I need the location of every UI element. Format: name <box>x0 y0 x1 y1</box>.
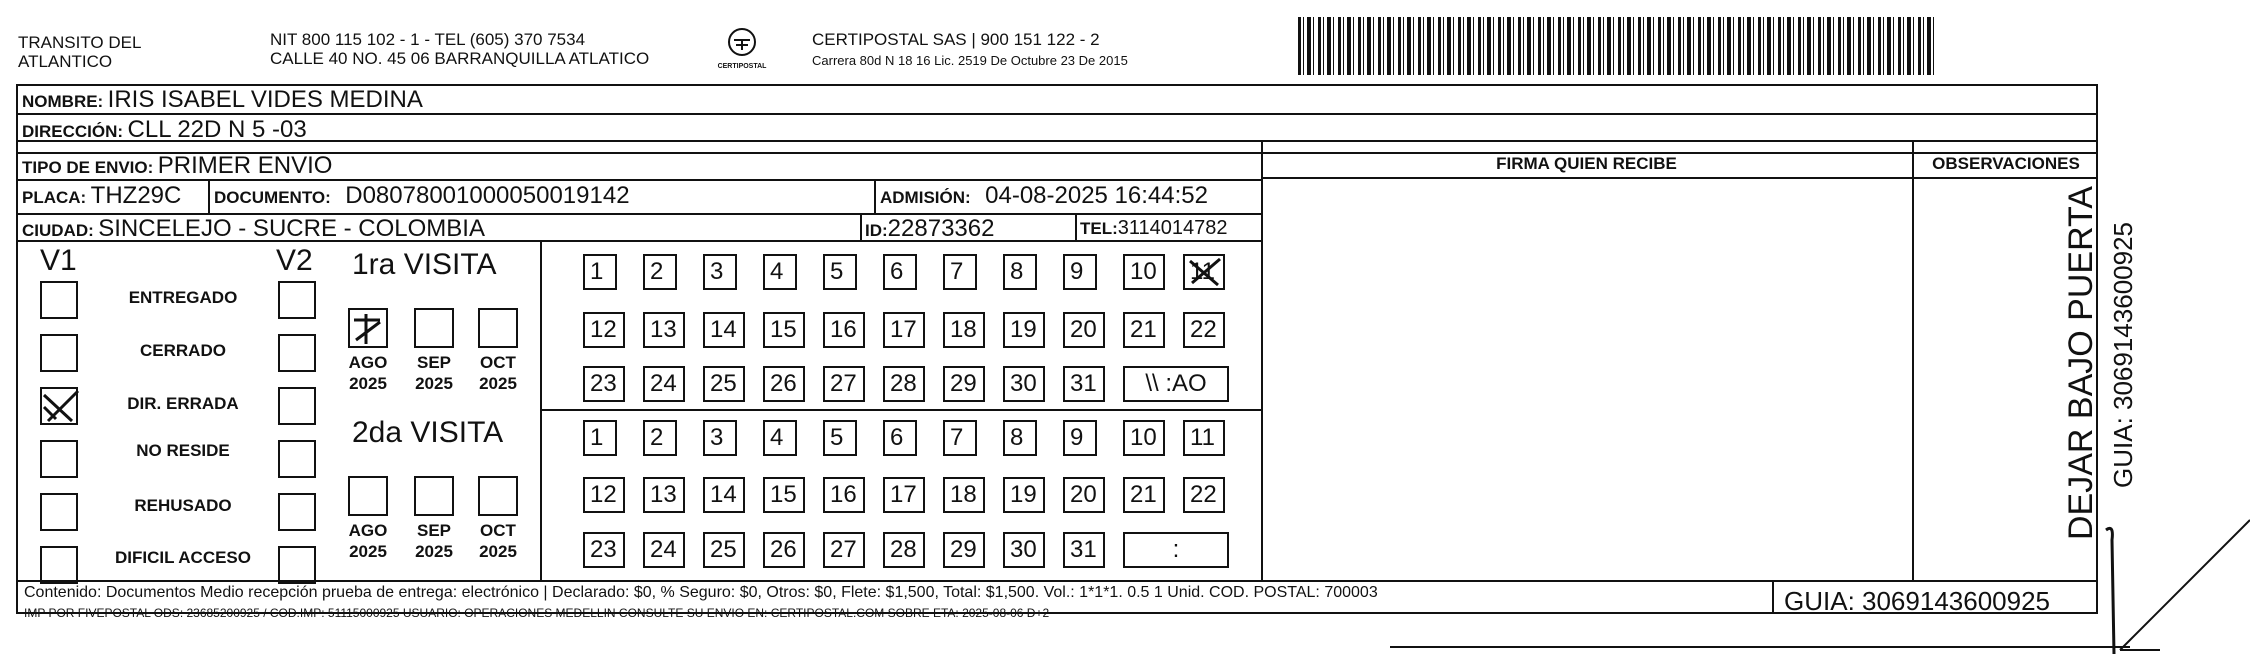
imp-line: IMP POR FIVEPOSTAL ODS: 23685200925 / COD.IMP: 51115000925 USUARIO: OPERACIONES MEDELLIN CONSULTE SU ENVIO EN: CERTIPOSTAL.COM SOBRE ETA: 2025-08-06 D+2 <box>24 606 1050 620</box>
option-dificil-acceso: DIFICIL ACCESO <box>114 548 251 567</box>
second-visit-label: 2da VISITA <box>352 416 504 449</box>
first-visit-day-31[interactable]: 31 <box>1063 366 1105 402</box>
first-visit-label: 1ra VISITA <box>352 248 497 281</box>
first-visit-month-ago: AGO 2025 <box>348 353 388 393</box>
first-visit-day-6[interactable]: 6 <box>883 254 917 290</box>
second-visit-day-8[interactable]: 8 <box>1003 420 1037 456</box>
option-no-reside: NO RESIDE <box>136 441 230 460</box>
second-visit-day-27[interactable]: 27 <box>823 532 865 568</box>
barcode <box>1298 17 1938 75</box>
recipient-name: IRIS ISABEL VIDES MEDINA <box>107 86 423 113</box>
first-visit-day-8[interactable]: 8 <box>1003 254 1037 290</box>
first-visit-day-3[interactable]: 3 <box>703 254 737 290</box>
first-visit-day-18[interactable]: 18 <box>943 312 985 348</box>
first-visit-oct-box[interactable] <box>478 308 518 348</box>
v1-cerrado-checkbox[interactable] <box>40 334 78 372</box>
first-visit-sep-box[interactable] <box>414 308 454 348</box>
v2-label: V2 <box>276 244 313 277</box>
second-visit-sep-box[interactable] <box>414 476 454 516</box>
first-visit-ago-box[interactable] <box>348 308 388 348</box>
option-entregado: ENTREGADO <box>128 288 238 307</box>
address-row: DIRECCIÓN: CLL 22D N 5 -03 <box>22 116 307 143</box>
second-visit-day-9[interactable]: 9 <box>1063 420 1097 456</box>
v2-rehusado-checkbox[interactable] <box>278 493 316 531</box>
first-visit-day-29[interactable]: 29 <box>943 366 985 402</box>
certipostal-logo: CERTIPOSTAL <box>712 26 772 70</box>
v2-entregado-checkbox[interactable] <box>278 281 316 319</box>
first-visit-day-30[interactable]: 30 <box>1003 366 1045 402</box>
recipient-address: CLL 22D N 5 -03 <box>127 116 307 143</box>
first-visit-month-sep: SEP 2025 <box>415 353 453 393</box>
option-rehusado: REHUSADO <box>134 496 232 515</box>
second-visit-day-24[interactable]: 24 <box>643 532 685 568</box>
second-visit-day-11[interactable]: 11 <box>1183 420 1225 456</box>
first-visit-day-15[interactable]: 15 <box>763 312 805 348</box>
second-visit-day-16[interactable]: 16 <box>823 477 865 513</box>
first-visit-day-28[interactable]: 28 <box>883 366 925 402</box>
first-visit-day-11[interactable]: 11 <box>1183 254 1225 290</box>
admission-field: ADMISIÓN: 04-08-2025 16:44:52 <box>880 182 1208 209</box>
document-field: DOCUMENTO: D08078001000050019142 <box>214 182 630 209</box>
second-visit-day-5[interactable]: 5 <box>823 420 857 456</box>
v1-no-reside-checkbox[interactable] <box>40 440 78 478</box>
second-visit-time-box[interactable]: : <box>1123 532 1229 568</box>
observations-header: OBSERVACIONES <box>1932 154 2080 173</box>
second-visit-day-12[interactable]: 12 <box>583 477 625 513</box>
second-visit-month-sep: SEP 2025 <box>415 521 453 561</box>
org-name: TRANSITO DEL ATLANTICO <box>18 33 142 71</box>
first-visit-day-16[interactable]: 16 <box>823 312 865 348</box>
second-visit-day-1[interactable]: 1 <box>583 420 617 456</box>
second-visit-day-10[interactable]: 10 <box>1123 420 1165 456</box>
shipment-type: PRIMER ENVIO <box>157 152 333 179</box>
first-visit-day-9[interactable]: 9 <box>1063 254 1097 290</box>
second-visit-oct-box[interactable] <box>478 476 518 516</box>
tel-field: TEL:3114014782 <box>1080 217 1228 239</box>
first-visit-day-4[interactable]: 4 <box>763 254 797 290</box>
first-visit-time-box[interactable]: \\ :AO <box>1123 366 1229 402</box>
v2-no-reside-checkbox[interactable] <box>278 440 316 478</box>
check-mark-icon <box>350 310 386 346</box>
v2-dir-errada-checkbox[interactable] <box>278 387 316 425</box>
first-visit-day-10[interactable]: 10 <box>1123 254 1165 290</box>
v1-rehusado-checkbox[interactable] <box>40 493 78 531</box>
v2-cerrado-checkbox[interactable] <box>278 334 316 372</box>
check-mark-icon <box>42 389 80 427</box>
second-visit-month-ago: AGO 2025 <box>348 521 388 561</box>
second-visit-day-7[interactable]: 7 <box>943 420 977 456</box>
second-visit-day-29[interactable]: 29 <box>943 532 985 568</box>
first-visit-day-2[interactable]: 2 <box>643 254 677 290</box>
second-visit-day-25[interactable]: 25 <box>703 532 745 568</box>
type-row: TIPO DE ENVIO: PRIMER ENVIO <box>22 152 333 179</box>
second-visit-day-6[interactable]: 6 <box>883 420 917 456</box>
second-visit-ago-box[interactable] <box>348 476 388 516</box>
first-visit-day-1[interactable]: 1 <box>583 254 617 290</box>
company-name: CERTIPOSTAL SAS | 900 151 122 - 2 <box>812 30 1100 49</box>
second-visit-day-23[interactable]: 23 <box>583 532 625 568</box>
first-visit-day-25[interactable]: 25 <box>703 366 745 402</box>
first-visit-day-7[interactable]: 7 <box>943 254 977 290</box>
side-guia: GUIA: 3069143600925 <box>2108 222 2138 488</box>
first-visit-month-oct: OCT 2025 <box>479 353 517 393</box>
first-visit-day-20[interactable]: 20 <box>1063 312 1105 348</box>
first-visit-day-19[interactable]: 19 <box>1003 312 1045 348</box>
second-visit-day-30[interactable]: 30 <box>1003 532 1045 568</box>
v1-dir-errada-checkbox[interactable] <box>40 387 78 425</box>
first-visit-day-21[interactable]: 21 <box>1123 312 1165 348</box>
second-visit-day-15[interactable]: 15 <box>763 477 805 513</box>
second-visit-day-31[interactable]: 31 <box>1063 532 1105 568</box>
first-visit-day-13[interactable]: 13 <box>643 312 685 348</box>
first-visit-day-27[interactable]: 27 <box>823 366 865 402</box>
day-11-strike-icon <box>1184 255 1226 291</box>
second-visit-day-21[interactable]: 21 <box>1123 477 1165 513</box>
first-visit-day-26[interactable]: 26 <box>763 366 805 402</box>
id-field: ID:22873362 <box>865 215 995 242</box>
first-visit-day-17[interactable]: 17 <box>883 312 925 348</box>
v1-entregado-checkbox[interactable] <box>40 281 78 319</box>
folded-corner <box>2100 500 2250 654</box>
second-visit-month-oct: OCT 2025 <box>479 521 517 561</box>
signature-header: FIRMA QUIEN RECIBE <box>1496 154 1677 173</box>
second-visit-day-13[interactable]: 13 <box>643 477 685 513</box>
org-contact: NIT 800 115 102 - 1 - TEL (605) 370 7534 CALLE 40 NO. 45 06 BARRANQUILLA ATLATICO <box>270 30 650 68</box>
contents-line: Contenido: Documentos Medio recepción prueba de entrega: electrónico | Declarado: $0, % Seguro: $0, Otros: $0, Flete: $1,500, Total: $1,500. Vol.: 1*1*1. 0.5 1 Unid. COD. POSTAL: 700003 <box>24 584 1378 601</box>
logo-icon <box>726 26 758 58</box>
second-visit-day-22[interactable]: 22 <box>1183 477 1225 513</box>
second-visit-day-3[interactable]: 3 <box>703 420 737 456</box>
city-field: CIUDAD: SINCELEJO - SUCRE - COLOMBIA <box>22 215 485 242</box>
first-visit-day-22[interactable]: 22 <box>1183 312 1225 348</box>
second-visit-day-20[interactable]: 20 <box>1063 477 1105 513</box>
first-visit-day-14[interactable]: 14 <box>703 312 745 348</box>
company-address: Carrera 80d N 18 16 Lic. 2519 De Octubre 23 De 2015 <box>812 53 1128 68</box>
footer-guia: GUIA: 3069143600925 <box>1784 586 2050 616</box>
name-row: NOMBRE: IRIS ISABEL VIDES MEDINA <box>22 86 423 113</box>
first-visit-day-12[interactable]: 12 <box>583 312 625 348</box>
plate-field: PLACA: THZ29C <box>22 182 182 209</box>
second-visit-day-18[interactable]: 18 <box>943 477 985 513</box>
delivery-instruction: DEJAR BAJO PUERTA <box>2062 186 2100 540</box>
option-cerrado: CERRADO <box>140 341 226 360</box>
second-visit-day-26[interactable]: 26 <box>763 532 805 568</box>
second-visit-day-28[interactable]: 28 <box>883 532 925 568</box>
v1-label: V1 <box>40 244 77 277</box>
first-visit-day-23[interactable]: 23 <box>583 366 625 402</box>
second-visit-day-14[interactable]: 14 <box>703 477 745 513</box>
second-visit-day-4[interactable]: 4 <box>763 420 797 456</box>
second-visit-day-19[interactable]: 19 <box>1003 477 1045 513</box>
first-visit-day-5[interactable]: 5 <box>823 254 857 290</box>
v1-dificil-acceso-checkbox[interactable] <box>40 546 78 584</box>
first-visit-day-24[interactable]: 24 <box>643 366 685 402</box>
option-dir-errada: DIR. ERRADA <box>127 394 239 413</box>
second-visit-day-2[interactable]: 2 <box>643 420 677 456</box>
second-visit-day-17[interactable]: 17 <box>883 477 925 513</box>
v2-dificil-acceso-checkbox[interactable] <box>278 546 316 584</box>
